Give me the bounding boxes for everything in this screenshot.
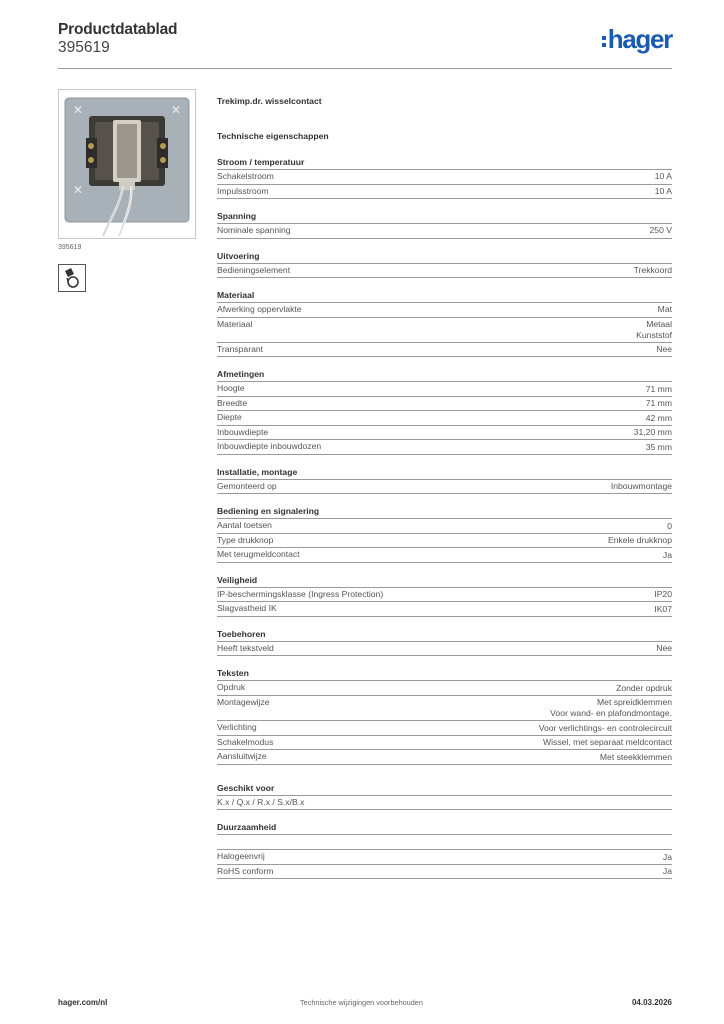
spec-row: [217, 343, 672, 358]
spec-value-line: Metaal: [646, 318, 672, 329]
spec-value-line: 42 mm: [645, 412, 672, 423]
spec-value: [656, 343, 672, 357]
spec-value: [600, 750, 672, 764]
spec-section: [217, 155, 672, 199]
spec-section: [217, 209, 672, 239]
spec-row: [217, 519, 672, 534]
spec-label: Transparant: [217, 343, 264, 354]
hager-logo: [602, 26, 672, 52]
svg-text:✕: ✕: [73, 103, 84, 117]
spec-row: [217, 185, 672, 200]
spec-row: [217, 736, 672, 751]
spec-row: [217, 382, 672, 397]
spec-row: [217, 835, 672, 850]
spec-section: [217, 781, 672, 811]
spec-value-line: Zonder opdruk: [616, 682, 672, 693]
product-photo: [58, 89, 196, 239]
spec-value: [646, 397, 672, 411]
spec-row: [217, 696, 672, 721]
spec-section: [217, 573, 672, 617]
product-name: Trekimp.dr. wisselcontact: [217, 96, 322, 106]
spec-row: [217, 750, 672, 765]
photo-caption: 395619: [58, 244, 82, 251]
spec-section: [217, 249, 672, 279]
spec-section: [217, 820, 672, 879]
spec-label: Aansluitwijze: [217, 751, 267, 762]
header-divider: [58, 68, 672, 69]
logo-dots-icon: [602, 36, 606, 47]
spec-label: Halogeenvrij: [217, 851, 265, 862]
svg-text:✕: ✕: [171, 103, 182, 117]
spec-section: [217, 666, 672, 764]
spec-value: [655, 170, 672, 184]
spec-value-line: Voor wand- en plafondmontage.: [550, 708, 672, 719]
spec-row: [217, 534, 672, 549]
spec-value: [616, 681, 672, 695]
spec-value: [663, 865, 672, 879]
document-title: Productdatablad: [58, 21, 178, 38]
spec-row: [217, 548, 672, 563]
spec-label: Breedte: [217, 397, 248, 408]
section-title: Teksten: [217, 666, 672, 681]
spec-value-line: Ja: [662, 866, 672, 877]
spec-section: [217, 288, 672, 357]
spec-row: [217, 602, 672, 617]
spec-value: [539, 721, 672, 735]
footer-website: hager.com/nl: [58, 998, 108, 1007]
spec-row: [217, 865, 672, 880]
spec-row: [217, 224, 672, 239]
spec-value-line: Wissel, met separaat meldcontact: [543, 737, 672, 748]
spec-row: [217, 480, 672, 495]
spec-row: [217, 426, 672, 441]
spec-row: [217, 397, 672, 412]
section-title: Toebehoren: [217, 627, 672, 642]
spec-value-line: Mat: [657, 304, 672, 315]
section-title: Duurzaamheid: [217, 820, 672, 835]
spec-row: [217, 411, 672, 426]
spec-content: [217, 94, 672, 889]
footer-disclaimer: Technische wijzigingen voorbehouden: [300, 998, 423, 1007]
section-title: Geschikt voor: [217, 781, 672, 796]
switch-mechanism-icon: [59, 90, 195, 238]
spec-value-line: 250 V: [649, 225, 672, 236]
spec-sections: [217, 155, 672, 879]
svg-text:✕: ✕: [73, 183, 84, 197]
section-title: Materiaal: [217, 288, 672, 303]
spec-value-line: Trekkoord: [633, 264, 672, 275]
spec-row: [217, 303, 672, 318]
spec-value-line: 71 mm: [645, 398, 672, 409]
section-title: Spanning: [217, 209, 672, 224]
section-title: Installatie, montage: [217, 465, 672, 480]
spec-value: [663, 548, 672, 562]
spec-row: [217, 170, 672, 185]
spec-row: [217, 850, 672, 865]
spec-label: Inbouwdiepte inbouwdozen: [217, 441, 322, 452]
section-title: Stroom / temperatuur: [217, 155, 672, 170]
spec-label: Montagewijze: [217, 696, 270, 707]
section-title: Afmetingen: [217, 367, 672, 382]
spec-label: Verlichting: [217, 722, 257, 733]
spec-value: [658, 303, 672, 317]
spec-value: [608, 534, 672, 548]
spec-value: [543, 736, 672, 750]
logo-text: hager: [607, 24, 672, 54]
spec-value-line: 31,20 mm: [633, 427, 672, 438]
spec-label: Hoogte: [217, 383, 245, 394]
spec-value-line: 35 mm: [645, 441, 672, 452]
pull-cord-glyph-icon: [59, 265, 85, 291]
spec-label: Gemonteerd op: [217, 480, 277, 491]
spec-value-line: Met steekklemmen: [599, 751, 672, 762]
spec-row: [217, 264, 672, 279]
spec-value: [646, 411, 672, 425]
spec-value-line: Kunststof: [636, 329, 672, 340]
spec-label: Aantal toetsen: [217, 520, 272, 531]
spec-value-line: Inbouwmontage: [610, 481, 672, 492]
spec-label: Inbouwdiepte: [217, 426, 269, 437]
tech-heading: Technische eigenschappen: [217, 131, 329, 141]
footer-date: 04.03.2026: [631, 998, 672, 1007]
spec-label: Bedieningselement: [217, 264, 291, 275]
spec-value: [646, 440, 672, 454]
spec-value: [650, 224, 672, 238]
spec-row: [217, 681, 672, 696]
spec-label: Diepte: [217, 412, 242, 423]
spec-label: Type drukknop: [217, 534, 274, 545]
spec-value: [654, 588, 672, 602]
spec-value-line: Ja: [662, 851, 672, 862]
spec-value-line: 10 A: [654, 185, 672, 196]
spec-value-line: IK07: [654, 603, 672, 614]
spec-value: [646, 382, 672, 396]
spec-value-line: IP20: [654, 589, 672, 600]
spec-value-line: Met spreidklemmen: [597, 697, 672, 708]
spec-row: [217, 588, 672, 603]
spec-label: Heeft tekstveld: [217, 642, 274, 653]
spec-value: [663, 850, 672, 864]
spec-label: Opdruk: [217, 682, 246, 693]
spec-label: IP-beschermingsklasse (Ingress Protection): [217, 588, 384, 599]
spec-label: Met terugmeldcontact: [217, 549, 300, 560]
spec-label: Impulsstroom: [217, 185, 269, 196]
pull-cord-pictogram-icon: [58, 264, 86, 292]
spec-value-line: Voor verlichtings- en controlecircuit: [538, 722, 672, 733]
spec-value: [636, 318, 672, 342]
section-title: Bediening en signalering: [217, 504, 672, 519]
spec-value: [550, 696, 672, 720]
spec-section: [217, 367, 672, 455]
spec-value-line: Ja: [662, 549, 672, 560]
spec-section: [217, 465, 672, 495]
spec-row: [217, 440, 672, 455]
spec-value: [634, 426, 672, 440]
spec-section: [217, 627, 672, 657]
section-title: Uitvoering: [217, 249, 672, 264]
spec-row: [217, 721, 672, 736]
spec-row: [217, 796, 672, 811]
spec-label: Materiaal: [217, 318, 253, 329]
spec-value: [654, 602, 672, 616]
spec-label: K.x / Q.x / R.x / S.x/B.x: [217, 796, 305, 807]
spec-label: Nominale spanning: [217, 225, 291, 235]
spec-value-line: Enkele drukknop: [607, 535, 672, 546]
spec-value-line: 71 mm: [645, 383, 672, 394]
spec-section: [217, 504, 672, 563]
spec-value-line: Nee: [656, 344, 672, 355]
spec-value-line: 10 A: [654, 171, 672, 182]
spec-value: [634, 264, 672, 278]
spec-value-line: 0: [667, 520, 672, 531]
spec-label: Schakelmodus: [217, 736, 274, 747]
spec-row: [217, 318, 672, 343]
spec-label: Slagvastheid IK: [217, 603, 277, 614]
spec-value: [655, 185, 672, 199]
spec-value: [611, 480, 672, 494]
spec-value: [656, 642, 672, 656]
spec-label: Schakelstroom: [217, 171, 274, 181]
section-title: Veiligheid: [217, 573, 672, 588]
spec-label: RoHS conform: [217, 865, 274, 876]
spec-row: [217, 642, 672, 657]
spec-value-line: Nee: [656, 643, 672, 654]
spec-value: [667, 519, 672, 533]
spec-label: Afwerking oppervlakte: [217, 304, 302, 314]
document-number: 395619: [58, 39, 110, 56]
